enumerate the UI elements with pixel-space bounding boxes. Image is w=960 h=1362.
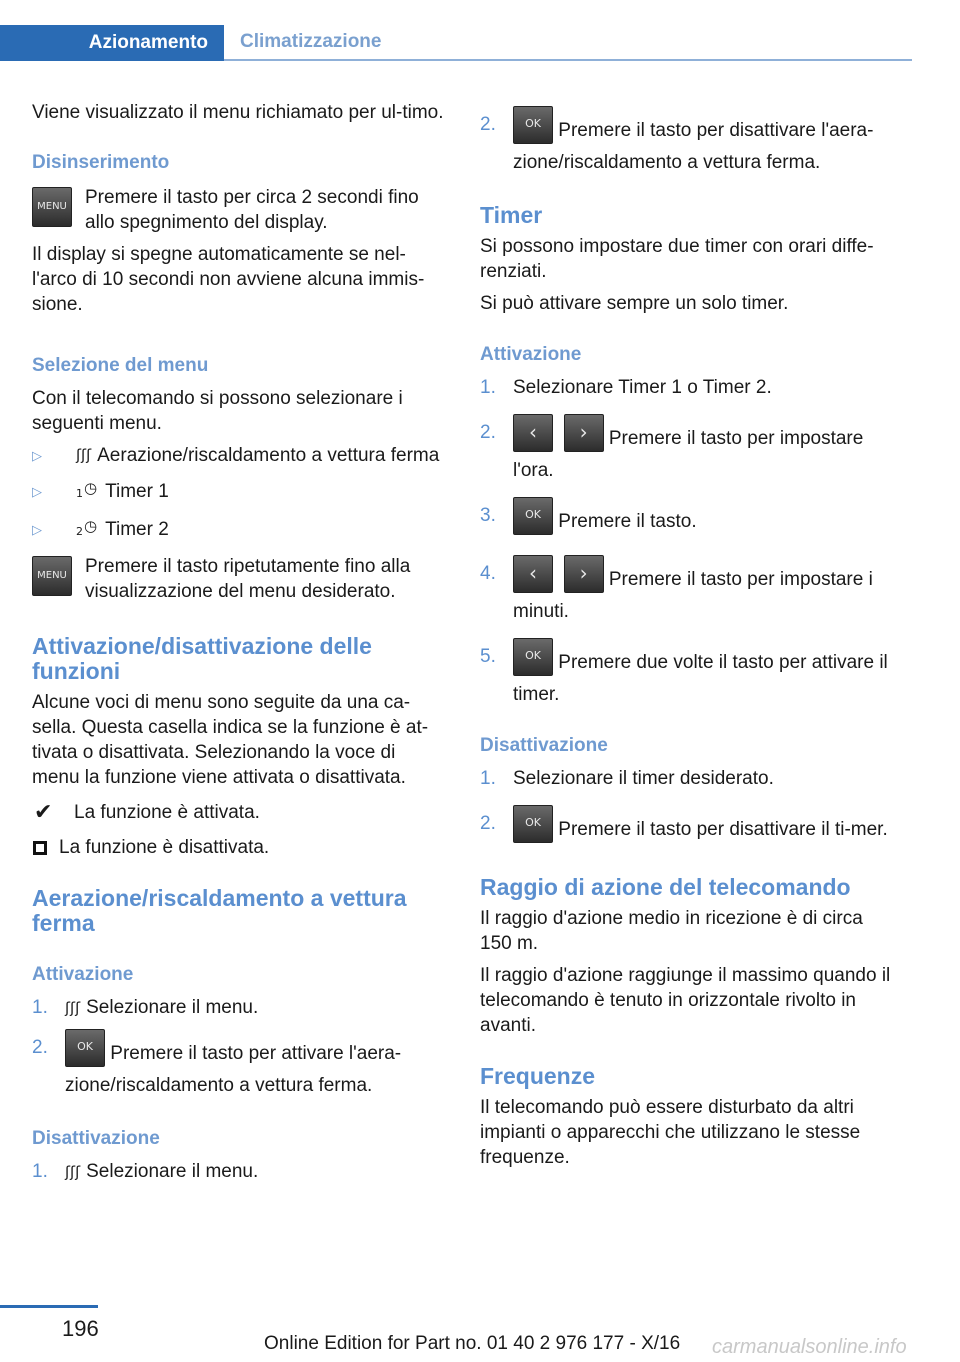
frequenze-text: Il telecomando può essere disturbato da altri impianti o apparecchi che utilizzano le stesse frequenze. — [480, 1097, 861, 1168]
menu-list-item — [32, 443, 446, 468]
tab-climatizzazione[interactable]: Climatizzazione — [224, 25, 912, 61]
header — [0, 25, 896, 61]
timer-attivazione-title: Attivazione — [480, 344, 582, 365]
aerazione-title: Aerazione/riscaldamento a vettura ferma — [32, 885, 407, 936]
step: 2. OK Premere il tasto per attivare l'aera-zione/riscaldamento a vettura ferma. — [32, 1035, 446, 1098]
bullet-triangle-icon: ▷ — [32, 483, 42, 499]
timer-1-icon: $_1$◷ — [76, 479, 98, 500]
frequenze-title: Frequenze — [480, 1063, 596, 1089]
bullet-triangle-icon: ▷ — [32, 448, 42, 463]
menu-button-icon: MENU — [32, 556, 72, 596]
step: 2. OK Premere il tasto per disattivare il ti-mer. — [480, 811, 894, 849]
timer-text-2: Si può attivare sempre un solo timer. — [480, 293, 789, 314]
disinserimento-row — [32, 185, 446, 235]
step: 1. Selezionare il timer desiderato. — [480, 768, 774, 789]
ok-button-icon: OK — [513, 106, 553, 144]
menu-repeat-text: Premere il tasto ripetutamente fino alla visualizzazione del menu desiderato. — [85, 556, 411, 602]
ok-button-icon: OK — [513, 497, 553, 535]
attivazione-funzioni-text: Alcune voci di menu sono seguite da una ca-sella. Questa casella indica se la funzione è at-tivata o disattivata. Selezionando la voce di menu la funzione viene attivata o disattivata. — [32, 692, 429, 788]
right-column — [480, 112, 894, 1177]
menu-repeat-row — [32, 554, 446, 604]
left-column — [32, 100, 446, 1195]
checkbox-empty-icon — [33, 841, 47, 855]
timer-text-1: Si possono impostare due timer con orari diffe-renziati. — [480, 236, 874, 282]
raggio-text-1: Il raggio d'azione medio in ricezione è di circa 150 m. — [480, 908, 863, 954]
step: 3. OK Premere il tasto. — [480, 503, 894, 541]
page-number: 196 — [62, 1316, 99, 1341]
menu-list-item — [32, 514, 446, 544]
arrow-right-button-icon: › — [564, 555, 604, 593]
step: 2. OK Premere il tasto per disattivare l'aera-zione/riscaldamento a vettura ferma. — [480, 112, 894, 175]
bullet-triangle-icon: ▷ — [32, 521, 42, 537]
disinserimento-text: Premere il tasto per circa 2 secondi fino allo spegnimento del display. — [85, 187, 419, 233]
attivazione-funzioni-title: Attivazione/disattivazione delle funzioni — [32, 633, 372, 684]
funzione-disattivata-row — [32, 835, 446, 860]
ok-button-icon: OK — [65, 1029, 105, 1067]
edition-text: Online Edition for Part no. 01 40 2 976 177 - X/16 — [264, 1333, 681, 1354]
disinserimento-title: Disinserimento — [32, 152, 170, 173]
menu-item-label: Timer 2 — [105, 518, 169, 540]
ventilation-icon: ʃʃʃ — [65, 999, 81, 1017]
step: 1. ʃʃʃ Selezionare il menu. — [32, 1159, 446, 1185]
arrow-left-button-icon: ‹ — [513, 555, 553, 593]
disattivazione-title: Disattivazione — [32, 1128, 160, 1149]
funzione-disattivata-text: La funzione è disattivata. — [59, 837, 270, 858]
ok-button-icon: OK — [513, 638, 553, 676]
menu-list-item — [32, 476, 446, 506]
selezione-title: Selezione del menu — [32, 355, 209, 376]
timer-2-icon: $_2$◷ — [76, 517, 98, 538]
intro-text: Viene visualizzato il menu richiamato per ul-timo. — [32, 102, 444, 123]
arrow-left-button-icon: ‹ — [513, 414, 553, 452]
menu-item-label: Aerazione/riscaldamento a vettura ferma — [97, 445, 440, 466]
arrow-right-button-icon: › — [564, 414, 604, 452]
step: 2. ‹ › Premere il tasto per impostare l'ora. — [480, 420, 894, 483]
ventilation-icon: ʃʃʃ — [76, 446, 92, 464]
menu-button-icon: MENU — [32, 187, 72, 227]
timer-title: Timer — [480, 202, 543, 228]
funzione-attivata-row — [32, 800, 446, 825]
raggio-title: Raggio di azione del telecomando — [480, 874, 851, 900]
step: 1. Selezionare Timer 1 o Timer 2. — [480, 377, 772, 398]
step: 5. OK Premere due volte il tasto per attivare il timer. — [480, 644, 894, 707]
ok-button-icon: OK — [513, 805, 553, 843]
step: 4. ‹ › Premere il tasto per impostare i minuti. — [480, 561, 894, 624]
timer-disattivazione-title: Disattivazione — [480, 735, 608, 756]
funzione-attivata-text: La funzione è attivata. — [74, 802, 260, 823]
selezione-text: Con il telecomando si possono selezionare i seguenti menu. — [32, 388, 403, 434]
raggio-text-2: Il raggio d'azione raggiunge il massimo quando il telecomando è tenuto in orizzontale rivolto in avanti. — [480, 965, 891, 1036]
auto-off-text: Il display si spegne automaticamente se nel-l'arco di 10 secondi non avviene alcuna immis-sione. — [32, 244, 425, 315]
step: 1. ʃʃʃ Selezionare il menu. — [32, 995, 446, 1021]
menu-item-label: Timer 1 — [105, 480, 169, 502]
footer-rule — [0, 1305, 98, 1308]
watermark: carmanualsonline.info — [712, 1336, 907, 1358]
checkbox-checked-icon: ✔ — [34, 800, 53, 825]
attivazione-title: Attivazione — [32, 964, 134, 985]
ventilation-icon: ʃʃʃ — [65, 1163, 81, 1181]
tab-azionamento[interactable]: Azionamento — [0, 25, 224, 61]
